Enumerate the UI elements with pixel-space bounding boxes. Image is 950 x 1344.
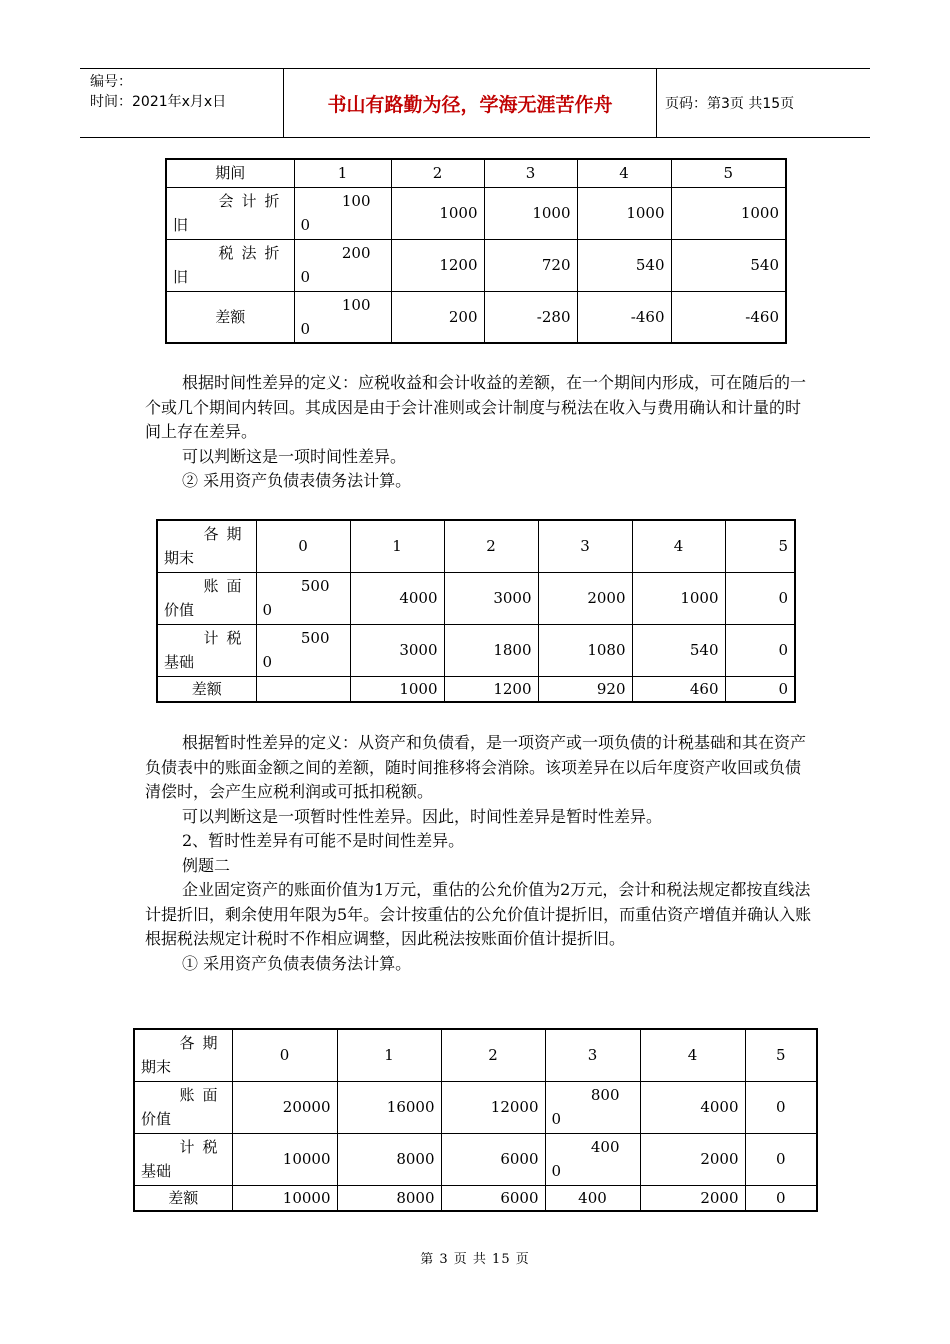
table-cell: 0 [745,1081,817,1133]
table-cell: 6000 [441,1185,545,1211]
table-cell: 0 [725,624,795,676]
header-cell: 0 [256,520,350,572]
table-row [166,239,786,291]
paragraph: 可以判断这是一项时间性差异。 [182,446,407,466]
row-label: 税法折 旧 [166,239,294,291]
table-cell: 20000 [232,1081,337,1133]
table-header-row [134,1029,817,1081]
header-cell: 1 [350,520,444,572]
row-label: 差额 [166,291,294,343]
header-cell: 2 [441,1029,545,1081]
paragraph: 2、暂时性差异有可能不是时间性差异。 [182,831,465,850]
header-cell: 1 [294,159,391,187]
header-cell: 4 [632,520,725,572]
header-cell: 3 [538,520,632,572]
header-meta [90,72,285,112]
table-cell: 16000 [337,1081,441,1133]
table-cell: 1200 [444,676,538,702]
header-cell: 期间 [166,159,294,187]
table-row [134,1133,817,1185]
header-cell: 5 [745,1029,817,1081]
table-cell: 540 [632,624,725,676]
table-cell: 3000 [350,624,444,676]
table-cell: 100 0 [294,291,391,343]
table-cell: 500 0 [256,572,350,624]
table-cell: 4000 [350,572,444,624]
table-cell: 1000 [350,676,444,702]
table-cell: 540 [671,239,786,291]
table-cell: 6000 [441,1133,545,1185]
table-cell: 460 [632,676,725,702]
paragraph: 根据时间性差异的定义：应税收益和会计收益的差额，在一个期间内形成，可在随后的一个或几个期间内转回。其成因是由于会计准则或会计制度与税法在收入与费用确认和计量的时间上存在差异。 [145,373,807,441]
table-cell: 1800 [444,624,538,676]
table-cell: 0 [745,1185,817,1211]
table-cell: -280 [484,291,577,343]
table-row [157,572,795,624]
table-cell [256,676,350,702]
paragraph: 根据暂时性差异的定义：从资产和负债看，是一项资产或一项负债的计税基础和其在资产负债表中的账面金额之间的差额，随时间推移将会消除。该项差异在以后年度资产收回或负债清偿时，会产生应税利润或可抵扣税额。 [145,733,807,801]
row-label: 各期 期末 [134,1029,232,1081]
header-page-info: 页码：第3页 共15页 [665,96,795,112]
paragraph-block-2 [145,731,815,976]
header-cell: 0 [232,1029,337,1081]
header-cell: 5 [725,520,795,572]
table-cell: 1000 [577,187,671,239]
row-label: 各期 期末 [157,520,256,572]
row-label: 会计折 旧 [166,187,294,239]
table-cell: 3000 [444,572,538,624]
table-cell: 0 [745,1133,817,1185]
paragraph: 可以判断这是一项暂时性性差异。因此，时间性差异是暂时性差异。 [182,806,663,826]
table-cell: 12000 [441,1081,545,1133]
balance-sheet-table-1 [156,519,796,703]
header-motto: 书山有路勤为径，学海无涯苦作舟 [283,69,657,137]
paragraph: ② 采用资产负债表债务法计算。 [182,471,412,490]
table-row [166,187,786,239]
table-cell: 0 [725,572,795,624]
row-label: 计税 基础 [157,624,256,676]
header-cell: 2 [444,520,538,572]
table-cell: 540 [577,239,671,291]
header-cell: 3 [484,159,577,187]
table-cell: 2000 [640,1185,745,1211]
table-row [157,676,795,702]
page-header [80,68,870,138]
table-cell: 1200 [391,239,484,291]
table-row [166,291,786,343]
table-cell: 1000 [632,572,725,624]
page-footer: 第 3 页 共 15 页 [420,1252,530,1267]
table-cell: 100 0 [294,187,391,239]
paragraph: 企业固定资产的账面价值为1万元，重估的公允价值为2万元，会计和税法规定都按直线法计提折旧，剩余使用年限为5年。会计按重估的公允价值计提折旧，而重估资产增值并确认入账根据税法规定计税时不作相应调整，因此税法按账面价值计提折旧。 [145,880,812,948]
balance-sheet-table-2 [133,1028,818,1212]
table-cell: 10000 [232,1185,337,1211]
table-header-row [166,159,786,187]
table-cell: 800 0 [545,1081,640,1133]
depreciation-table [165,158,787,344]
header-cell: 4 [577,159,671,187]
header-cell: 2 [391,159,484,187]
table-cell: 8000 [337,1133,441,1185]
header-cell: 4 [640,1029,745,1081]
number-label: 编号： [90,74,132,90]
paragraph-block-1 [145,371,815,494]
table-cell: 2000 [538,572,632,624]
header-cell: 5 [671,159,786,187]
row-label: 账面 价值 [157,572,256,624]
table-cell: 4000 [640,1081,745,1133]
table-cell: 400 [545,1185,640,1211]
table-cell: 720 [484,239,577,291]
paragraph: 例题二 [182,855,231,875]
row-label: 计税 基础 [134,1133,232,1185]
row-label: 差额 [134,1185,232,1211]
row-label: 账面 价值 [134,1081,232,1133]
table-cell: 2000 [640,1133,745,1185]
table-cell: -460 [671,291,786,343]
table-cell: 1080 [538,624,632,676]
table-row [134,1081,817,1133]
header-cell: 3 [545,1029,640,1081]
table-cell: 400 0 [545,1133,640,1185]
table-cell: 10000 [232,1133,337,1185]
table-row [157,624,795,676]
table-cell: 200 [391,291,484,343]
table-header-row [157,520,795,572]
table-cell: 920 [538,676,632,702]
table-cell: 0 [725,676,795,702]
table-cell: 500 0 [256,624,350,676]
table-cell: 200 0 [294,239,391,291]
table-cell: 1000 [671,187,786,239]
table-cell: 8000 [337,1185,441,1211]
row-label: 差额 [157,676,256,702]
table-cell: 1000 [391,187,484,239]
table-cell: -460 [577,291,671,343]
time-label: 时间：2021年x月x日 [90,94,227,110]
table-cell: 1000 [484,187,577,239]
header-cell: 1 [337,1029,441,1081]
paragraph: ① 采用资产负债表债务法计算。 [182,953,412,973]
table-row [134,1185,817,1211]
